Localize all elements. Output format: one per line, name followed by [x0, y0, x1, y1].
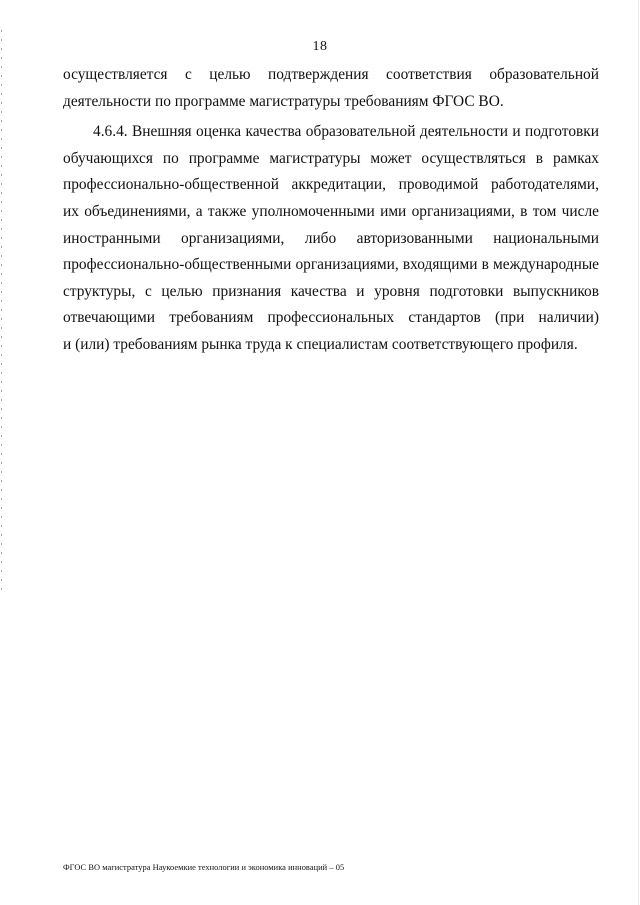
scan-edge-artifact — [1, 30, 2, 590]
paragraph-2-line-6: профессионально-общественными организациями, входящими в международные — [63, 256, 599, 274]
paragraph-2-line-2: обучающихся по программе магистратуры может осуществляться в рамках — [63, 149, 599, 167]
paragraph-1-line-1: осуществляется с целью подтверждения соответствия образовательной — [63, 66, 599, 83]
scan-edge-artifact-right — [638, 0, 639, 905]
paragraph-2-line-5: иностранными организациями, либо авторизованными национальными — [63, 229, 599, 247]
paragraph-2-line-3: профессионально-общественной аккредитации, проводимой работодателями, — [63, 176, 599, 194]
paragraph-2-line-9: и (или) требованиям рынка труда к специалистам соответствующего профиля. — [63, 335, 578, 353]
page-number: 18 — [312, 39, 328, 54]
paragraph-2-line-1: 4.6.4. Внешняя оценка качества образовательной деятельности и подготовки — [93, 123, 599, 141]
paragraph-2-line-8: отвечающими требованиям профессиональных стандартов (при наличии) — [63, 309, 599, 327]
body-text — [63, 62, 599, 359]
paragraph-2-line-7: структуры, с целью признания качества и уровня подготовки выпускников — [63, 282, 599, 300]
paragraph-1-line-2: деятельности по программе магистратуры требованиям ФГОС ВО. — [63, 92, 504, 110]
document-footer: ФГОС ВО магистратура Наукоемкие технологии и экономика инноваций – 05 — [63, 863, 345, 872]
paragraph-2-line-4: их объединениями, а также уполномоченными ими организациями, в том числе — [63, 202, 599, 220]
